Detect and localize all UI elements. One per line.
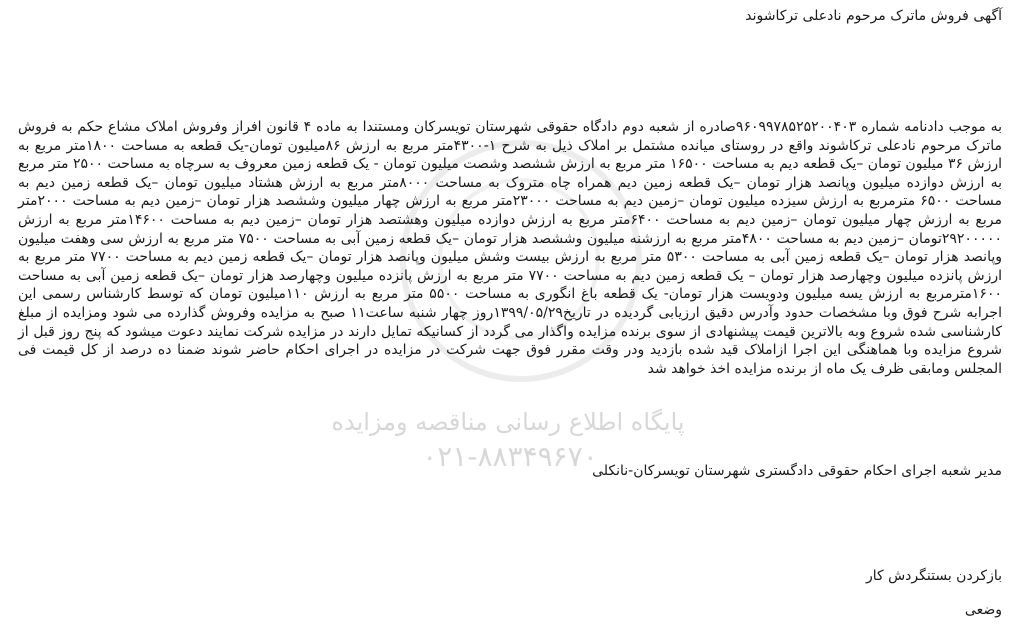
footer-line-1: بازکردن بستنگردش کار (865, 568, 1002, 584)
watermark-site-name: پایگاه اطلاع رسانی مناقصه ومزایده (331, 408, 685, 436)
watermark-phone: ۰۲۱-۸۸۳۴۹۶۷۰ (422, 440, 598, 473)
notice-body: به موجب دادنامه شماره ۹۶۰۹۹۷۸۵۲۵۲۰۰۴۰۳صادره از شعبه دوم دادگاه حقوقی شهرستان تویسرکان ومستندا به ماده ۴ قانون افراز وفروش املاک مشاع حکم به فروش ماترک مرحوم نادعلی ترکاشوند واقع در روستای میانده مشتمل بر املاک ذیل به شرح ۱-۴۳۰۰متر مربع به ارزش ۸۶میلیون تومان-یک قطعه به مساحت ۱۸۰۰متر مربع به ارزش ۳۶ میلیون تومان –یک قطعه دیم به مساحت ۱۶۵۰۰ متر مربع به ارزش ششصد وشصت میلیون تومان - یک قطعه زمین معروف به سرچاه به مساحت ۲۵۰۰ متر مربع به ارزش دوازده میلیون وپانصد هزار تومان –یک قطعه زمین دیم همراه چاه متروک به مساحت ۸۰۰۰متر مربع به ارزش هشتاد میلیون تومان –یک قطعه زمین دیم به مساحت ۶۵۰۰ مترمربع به ارزش سیزده میلیون تومان –زمین دیم به مساحت ۲۳۰۰۰متر مربع به ارزش چهار میلیون وششصد هزار تومان –زمین دیم به مساحت ۲۰۰۰متر مربع به ارزش چهار میلیون تومان –زمین دیم به مساحت ۶۴۰۰متر مربع به ارزش دوازده میلیون وهشتصد هزار تومان –زمین دیم به مساحت ۱۴۶۰۰متر مربع به ارزش ۲۹۲۰۰۰۰۰تومان –زمین دیم به مساحت ۴۸۰۰متر مربع به ارزشنه میلیون وششصد هزار تومان –یک قطعه زمین آبی به مساحت ۷۵۰۰ متر مربع به ارزش سی وهفت میلیون وپانصد هزار تومان –یک قطعه زمین آبی به مساحت ۵۳۰۰ متر مربع به ارزش بیست وشش میلیون وپانصد هزار تومان –یک قطعه زمین دیم به مساحت ۷۷۰۰ متر مربع به ارزش پانزده میلیون وچهارصد هزار تومان – یک قطعه زمین دیم به مساحت ۷۷۰۰ متر مربع به ارزش پانزده میلیون وچهارصد هزار تومان –یک قطعه زمین آبی به مساحت ۱۶۰۰مترمربع به ارزش یسه میلیون ودویست هزار تومان- یک قطعه باغ انگوری به مساحت ۵۵۰۰ متر مربع به ارزش ۱۱۰میلیون تومان که توسط کارشناس رسمی این اجرابه شرح فوق وبا مشخصات حدود وآدرس دقیق ارزیابی گردیده در تاریخ۱۳۹۹/۰۵/۲۹روز چهار شنبه ساعت۱۱ صبح به مزایده وفروش گذارده می شود ومزایده از مبلغ کارشناسی شده شروع وبه بالاترین قیمت پیشنهادی از سوی برنده مزایده واگذار می گردد از کسانیکه تمایل دارند در مزایده شرکت نمایند دعوت میشود که پنج روز قبل از شروع مزایده وبا هماهنگی این اجرا ازاملاک قید شده بازدید ودر وقت مقرر فوق جهت شرکت در مزایده در اجرای احکام حاضر شوند ضمنا ده درصد از کل قیمت فی المجلس ومابقی ظرف یک ماه از برنده مزایده اخذ خواهد شد (18, 119, 1003, 377)
notice-title: آگهی فروش ماترک مرحوم نادعلی ترکاشوند (745, 8, 1002, 24)
footer-line-2: وضعی (964, 602, 1002, 618)
notice-signature: مدیر شعبه اجرای احکام حقوقی دادگستری شهرستان تویسرکان-نانکلی (592, 463, 1002, 479)
